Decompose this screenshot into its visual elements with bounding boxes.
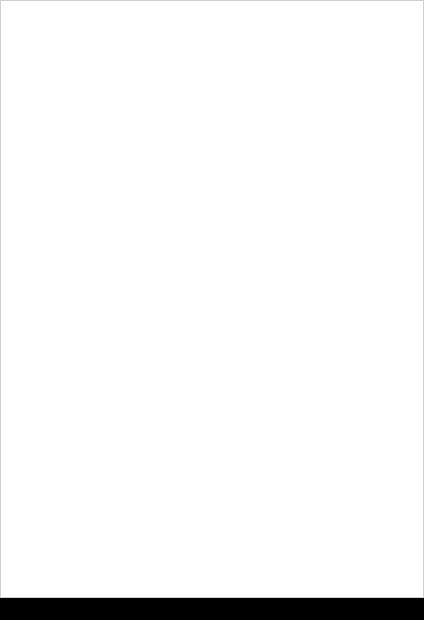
repository-footer-bar <box>0 598 424 620</box>
